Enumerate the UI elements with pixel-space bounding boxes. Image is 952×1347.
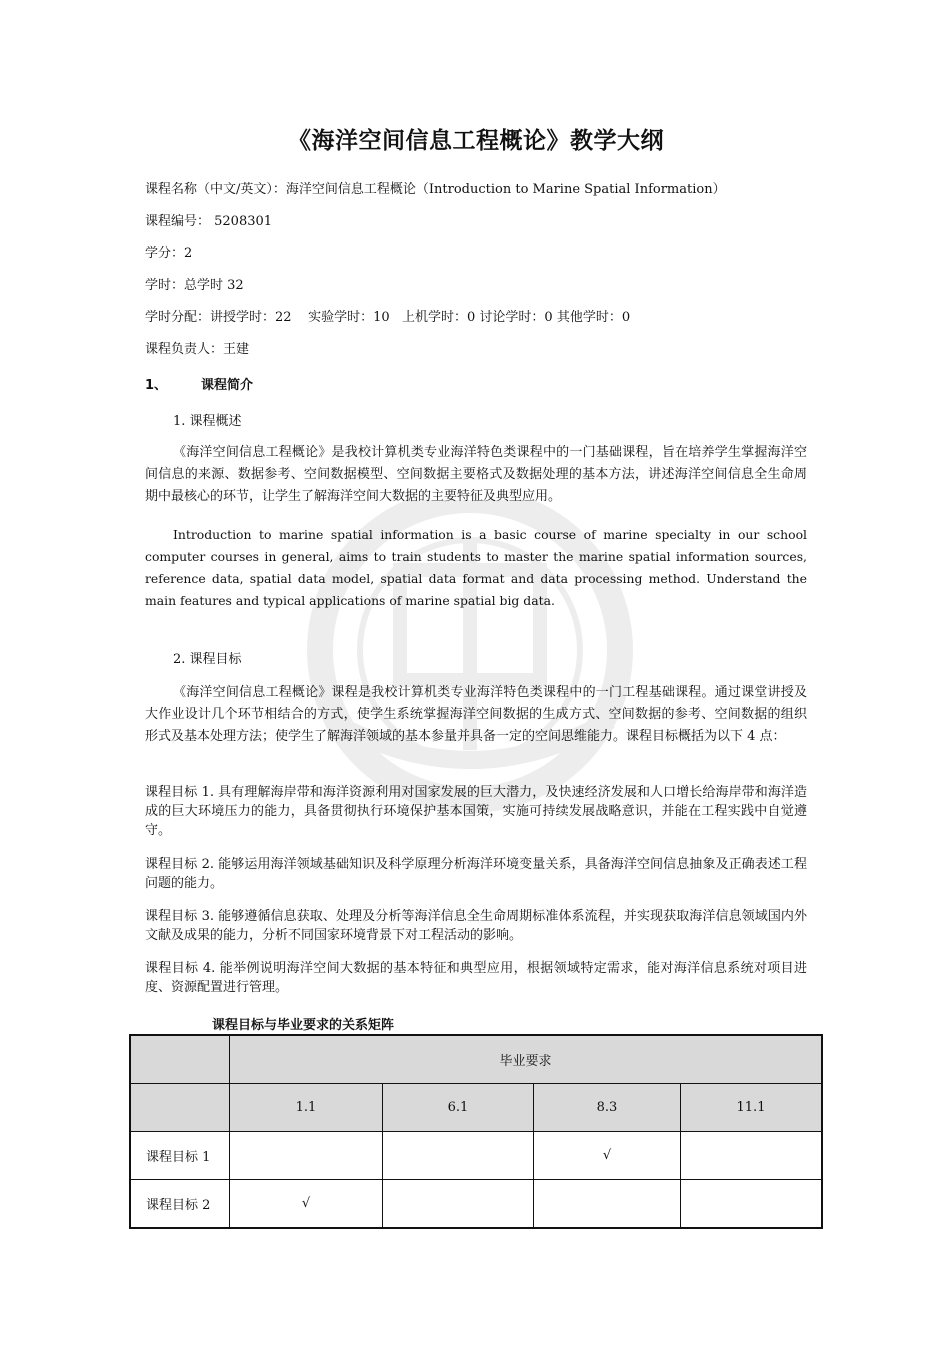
section-number: 1、 [145, 378, 168, 393]
section-heading [145, 374, 253, 393]
document-title: 《海洋空间信息工程概论》教学大纲 [288, 128, 664, 154]
matrix-column-header: 11.1 [681, 1084, 823, 1132]
course-goal-2: 课程目标 2. 能够运用海洋领域基础知识及科学原理分析海洋环境变量关系，具备海洋空间信息抽象及正确表述工程问题的能力。 [145, 857, 807, 891]
course-hours: 学时：总学时 32 [145, 278, 244, 293]
relationship-matrix-table [129, 1034, 823, 1229]
course-instructor: 课程负责人：王建 [145, 342, 250, 357]
matrix-cell [230, 1132, 383, 1180]
hours-distribution: 学时分配：讲授学时：22 实验学时：10 上机学时：0 讨论学时：0 其他学时：0 [145, 310, 631, 325]
matrix-cell: √ [230, 1180, 383, 1229]
course-goal-3: 课程目标 3. 能够遵循信息获取、处理及分析等海洋信息全生命周期标准体系流程，并实现获取海洋信息领域国内外文献及成果的能力，分析不同国家环境背景下对工程活动的影响。 [145, 909, 807, 943]
course-goal-4: 课程目标 4. 能举例说明海洋空间大数据的基本特征和典型应用，根据领域特定需求，能对海洋信息系统对项目进度、资源配置进行管理。 [145, 961, 807, 995]
matrix-group-header: 毕业要求 [230, 1035, 823, 1084]
matrix-column-header: 1.1 [230, 1084, 383, 1132]
matrix-cell: √ [534, 1132, 681, 1180]
matrix-corner-cell [130, 1084, 230, 1132]
overview-heading: 1. 课程概述 [173, 414, 242, 429]
course-credits: 学分：2 [145, 246, 193, 261]
table-row [130, 1180, 822, 1229]
matrix-cell [383, 1132, 534, 1180]
matrix-cell [534, 1180, 681, 1229]
objectives-heading: 2. 课程目标 [173, 652, 242, 667]
matrix-corner-cell [130, 1035, 230, 1084]
matrix-cell [681, 1132, 823, 1180]
matrix-column-header-row [130, 1084, 822, 1132]
matrix-group-header-row [130, 1035, 822, 1084]
course-name: 课程名称（中文/英文）：海洋空间信息工程概论（Introduction to Marine Spatial Information） [145, 182, 726, 197]
matrix-cell [383, 1180, 534, 1229]
matrix-column-header: 6.1 [383, 1084, 534, 1132]
course-code: 课程编号： 5208301 [145, 214, 273, 229]
matrix-row-label: 课程目标 2 [130, 1180, 230, 1229]
matrix-caption: 课程目标与毕业要求的关系矩阵 [212, 1018, 395, 1033]
matrix-row-label: 课程目标 1 [130, 1132, 230, 1180]
table-row [130, 1132, 822, 1180]
overview-en-paragraph: Introduction to marine spatial information is a basic course of marine specialty in our school computer courses in general, aims to train students to master the marine spatial information sources, reference data, spatial data model, spatial data format and data processing method. Understand the main features and typical applications of marine spatial big data. [145, 527, 807, 608]
course-goal-1: 课程目标 1. 具有理解海岸带和海洋资源利用对国家发展的巨大潜力，及快速经济发展和人口增长给海岸带和海洋造成的巨大环境压力的能力，具备贯彻执行环境保护基本国策，实施可持续发展战略意识，并能在工程实践中自觉遵守。 [145, 785, 807, 838]
section-title: 课程简介 [201, 378, 254, 393]
overview-zh-paragraph: 《海洋空间信息工程概论》是我校计算机类专业海洋特色类课程中的一门基础课程，旨在培养学生掌握海洋空间信息的来源、数据参考、空间数据模型、空间数据主要格式及数据处理的基本方法，讲述海洋空间信息全生命周期中最核心的环节，让学生了解海洋空间大数据的主要特征及典型应用。 [145, 445, 807, 504]
matrix-column-header: 8.3 [534, 1084, 681, 1132]
objectives-intro-paragraph: 《海洋空间信息工程概论》课程是我校计算机类专业海洋特色类课程中的一门工程基础课程。通过课堂讲授及大作业设计几个环节相结合的方式，使学生系统掌握海洋空间数据的生成方式、空间数据的参考、空间数据的组织形式及基本处理方法；使学生了解海洋领域的基本参量并具备一定的空间思维能力。课程目标概括为以下 4 点： [145, 685, 807, 744]
matrix-cell [681, 1180, 823, 1229]
